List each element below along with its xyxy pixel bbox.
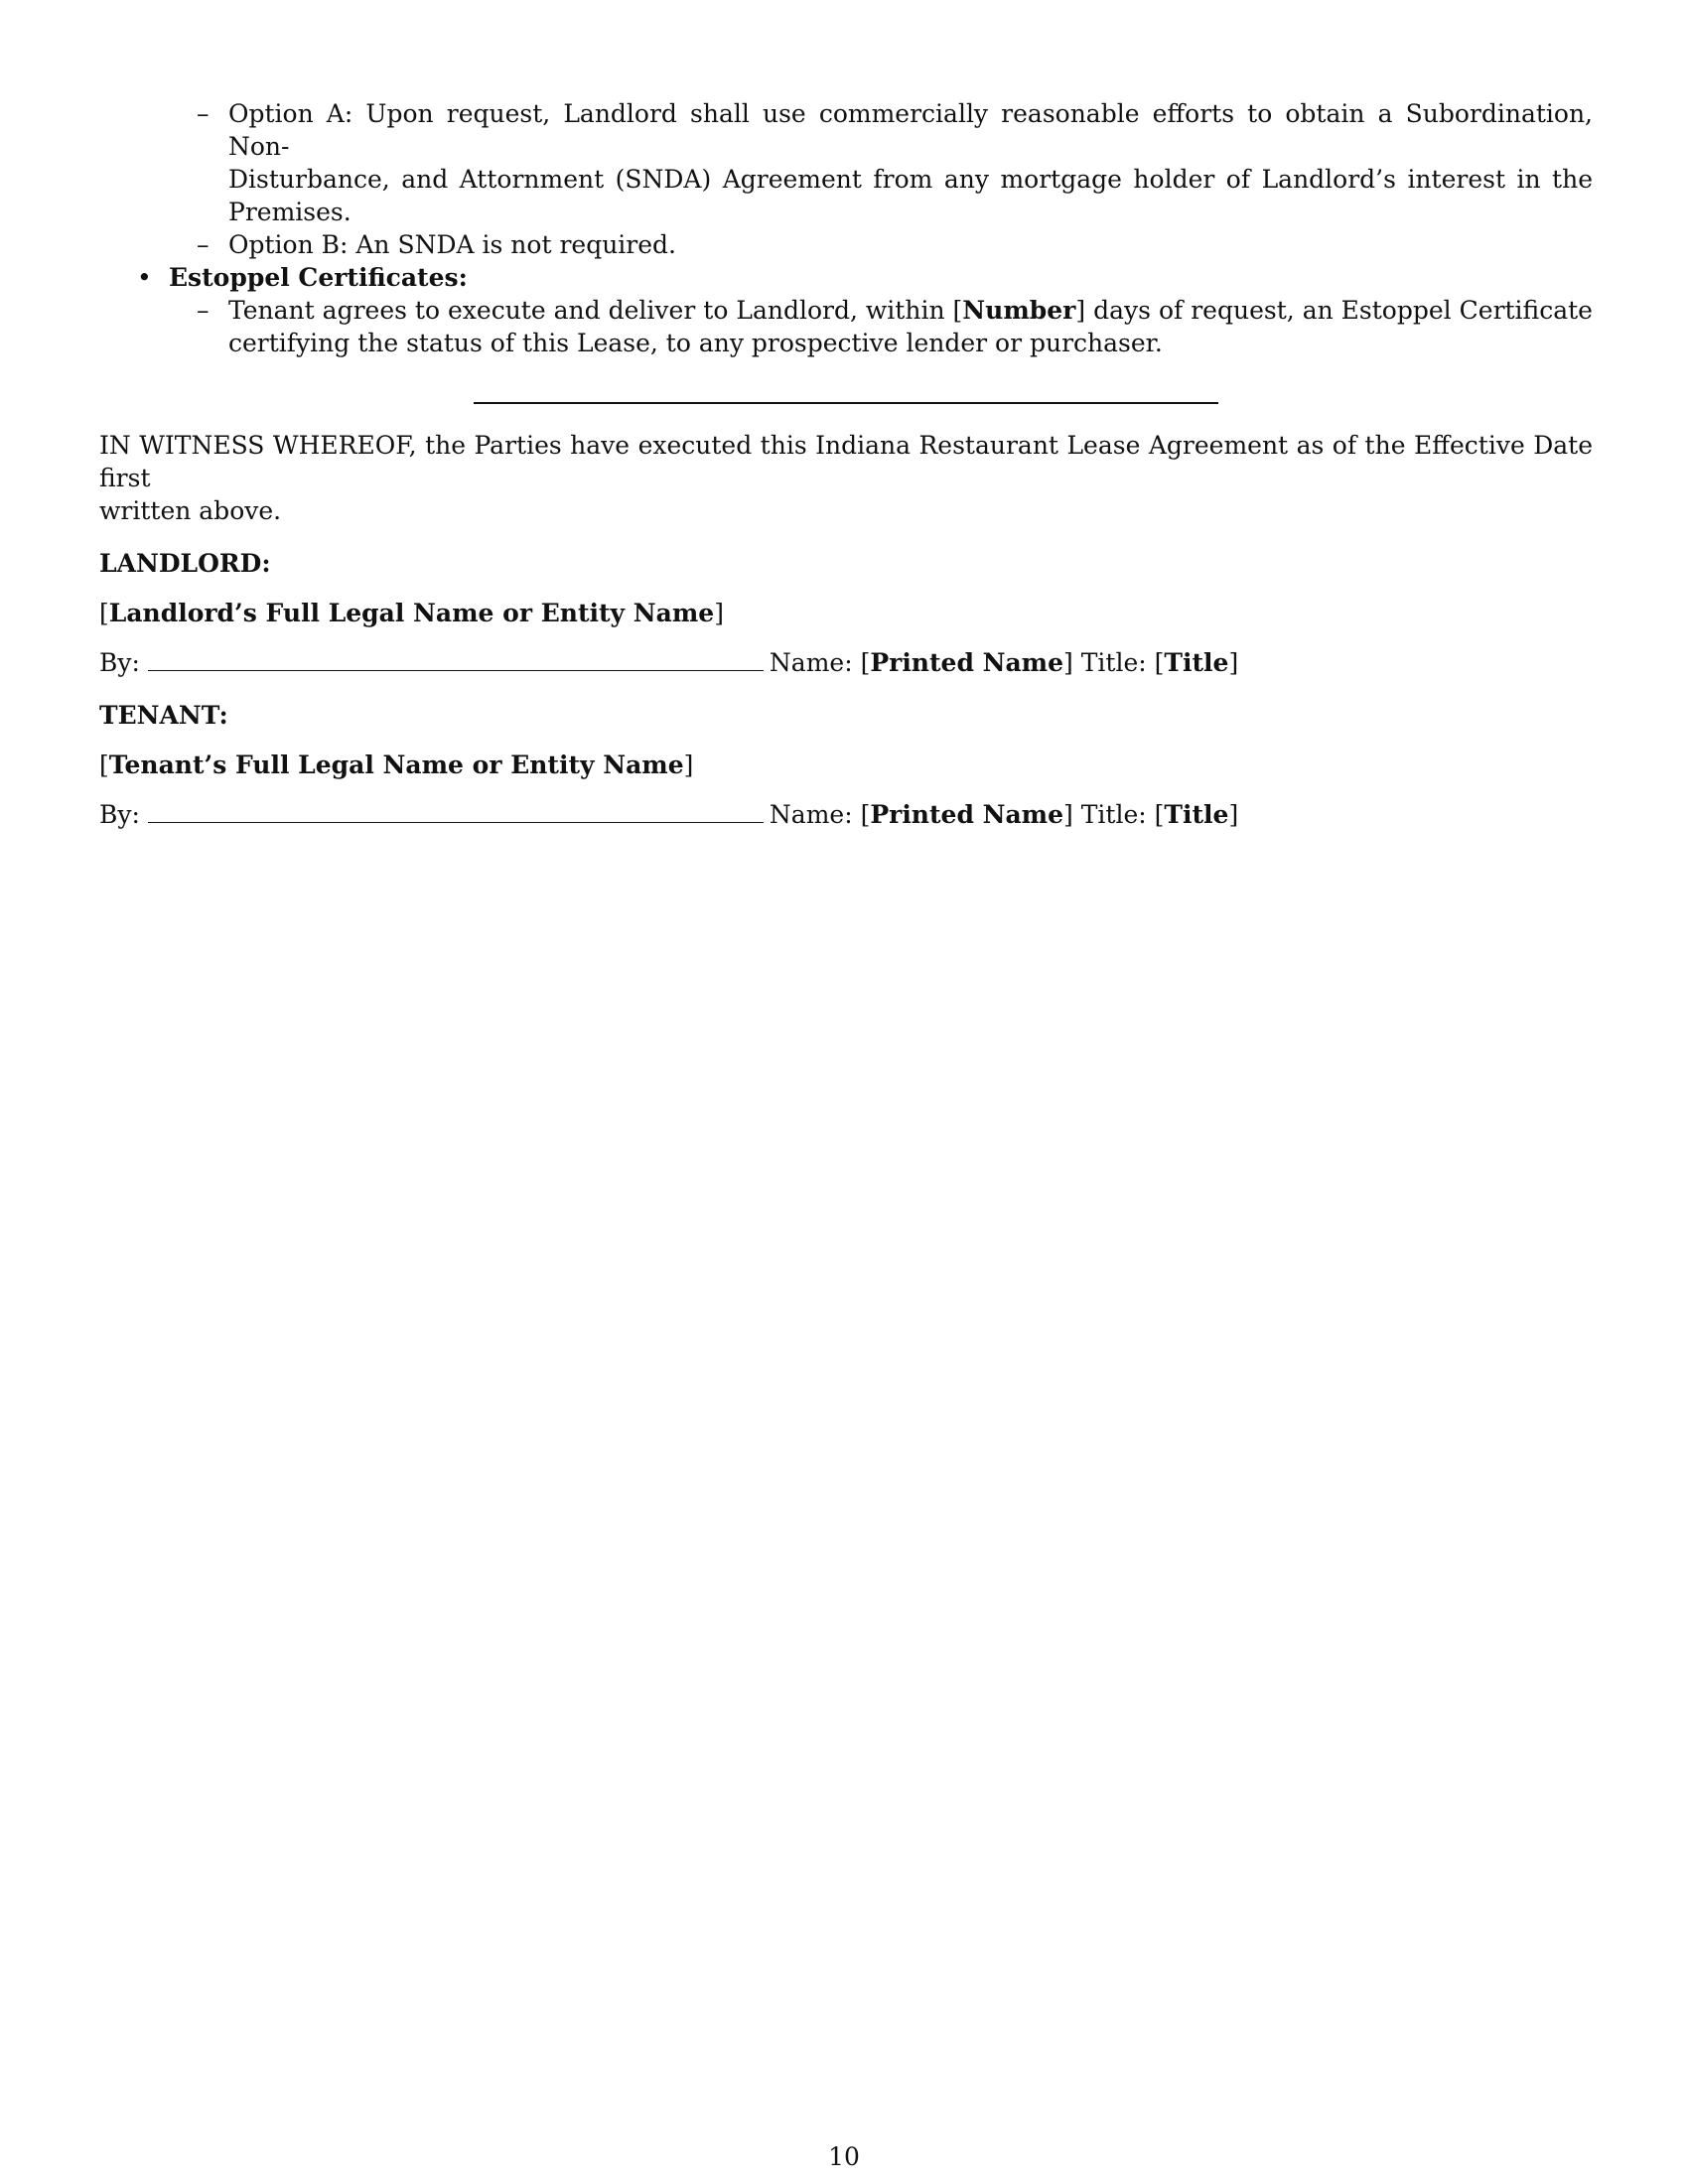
witness-line1: IN WITNESS WHEREOF, the Parties have executed this Indiana Restaurant Lease Agreement as of the Effective Date first <box>99 431 1593 492</box>
tenant-printed-name: Printed Name <box>870 800 1064 829</box>
estoppel-text-before: Tenant agrees to execute and deliver to Landlord, within <box>228 296 953 325</box>
option-a-line1: Option A: Upon request, Landlord shall use commercially reasonable efforts to obtain a Subordination, Non- <box>228 99 1593 161</box>
tenant-heading: TENANT: <box>99 701 228 730</box>
snda-option-a <box>99 97 1593 228</box>
dash-marker: – <box>197 99 210 128</box>
landlord-name-placeholder: [Landlord’s Full Legal Name or Entity Name] <box>99 599 724 627</box>
estoppel-heading: Estoppel Certificates: <box>169 263 468 292</box>
tenant-name-placeholder: [Tenant’s Full Legal Name or Entity Name] <box>99 751 694 779</box>
tenant-title: Title <box>1164 800 1229 829</box>
bullet-marker: • <box>137 263 152 292</box>
landlord-printed-name: Printed Name <box>870 648 1064 677</box>
estoppel-line1: Tenant agrees to execute and deliver to Landlord, within [Number] days of request, an Estoppel Certificate <box>228 296 1593 325</box>
tenant-signature-field[interactable] <box>148 800 764 823</box>
estoppel-line2: certifying the status of this Lease, to any prospective lender or purchaser. <box>228 329 1163 357</box>
landlord-signature-field[interactable] <box>148 648 764 671</box>
witness-line2: written above. <box>99 496 282 525</box>
number-placeholder: Number <box>962 296 1076 325</box>
page-number: 10 <box>828 2142 860 2171</box>
dash-marker: – <box>197 296 210 325</box>
section-divider <box>474 402 1218 404</box>
tenant-signature-line: By: Name: [Printed Name] Title: [Title] <box>99 800 1239 829</box>
snda-option-b <box>99 228 1593 261</box>
estoppel-text-after: days of request, an Estoppel Certificate <box>1085 296 1593 325</box>
landlord-heading: LANDLORD: <box>99 549 271 578</box>
document-page <box>99 97 1593 831</box>
estoppel-bullet <box>99 261 1593 294</box>
option-a-line2: Disturbance, and Attornment (SNDA) Agreement from any mortgage holder of Landlord’s interest in the Premises. <box>228 165 1593 226</box>
landlord-signature-line: By: Name: [Printed Name] Title: [Title] <box>99 648 1239 677</box>
witness-paragraph <box>99 429 1593 527</box>
dash-marker: – <box>197 230 210 259</box>
landlord-title: Title <box>1164 648 1229 677</box>
option-b-text: Option B: An SNDA is not required. <box>228 230 676 259</box>
estoppel-clause <box>99 294 1593 359</box>
